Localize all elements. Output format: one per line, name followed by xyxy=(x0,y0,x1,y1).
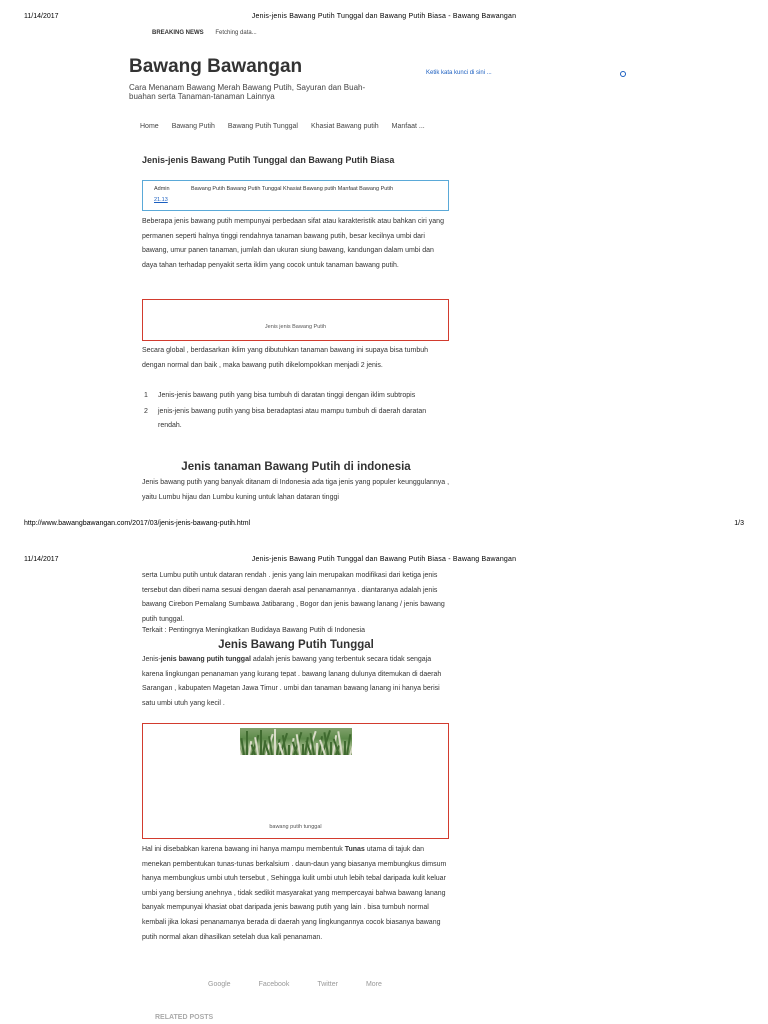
post-author[interactable]: Admin xyxy=(154,186,170,192)
grass-blade xyxy=(246,731,248,755)
section-heading: Jenis tanaman Bawang Putih di indonesia xyxy=(181,461,411,473)
post-meta xyxy=(142,180,449,211)
post-labels[interactable]: Bawang Putih Bawang Putih Tunggal Khasiat Bawang putih Manfaat Bawang Putih xyxy=(191,186,394,192)
search-icon[interactable] xyxy=(620,71,626,77)
grass-blade xyxy=(274,729,276,755)
list-item: 2 jenis-jenis bawang putih yang bisa beradaptasi atau mampu tumbuh di daerah daratan rendah. xyxy=(144,407,427,430)
print-url: http://www.bawangbawangan.com/2017/03/jenis-jenis-bawang-putih.html xyxy=(24,520,251,527)
print-title: Jenis-jenis Bawang Putih Tunggal dan Bawang Putih Biasa - Bawang Bawangan xyxy=(251,13,517,20)
grass-photo xyxy=(240,728,352,755)
image-bawang-tunggal xyxy=(142,723,449,839)
list-item: 1 Jenis-jenis bawang putih yang bisa tumbuh di daratan tinggi dengan iklim subtropis xyxy=(144,392,416,399)
nav-item-home[interactable]: Home xyxy=(140,123,159,130)
print-title: Jenis-jenis Bawang Putih Tunggal dan Bawang Putih Biasa - Bawang Bawangan xyxy=(251,556,517,563)
indonesia-paragraph: Jenis bawang putih yang banyak ditanam di Indonesia ada tiga jenis yang populer keunggulannya , yaitu Lumbu hijau dan Lumbu kuning untuk lahan dataran tinggi xyxy=(142,479,450,501)
image-caption: Jenis jenis Bawang Putih xyxy=(264,324,327,330)
section-heading: Jenis Bawang Putih Tunggal xyxy=(218,639,374,651)
share-facebook-button[interactable]: Facebook xyxy=(258,981,290,988)
share-twitter-button[interactable]: Twitter xyxy=(317,981,338,988)
image-jenis-bawang xyxy=(142,299,449,341)
breaking-news-text: Fetching data... xyxy=(215,30,257,36)
grass-blade xyxy=(260,730,262,755)
post-time[interactable]: 21.13 xyxy=(154,197,168,203)
print-footer xyxy=(0,520,768,532)
print-header xyxy=(0,556,768,570)
site-title[interactable]: Bawang Bawangan xyxy=(129,56,303,77)
post-title: Jenis-jenis Bawang Putih Tunggal dan Bawang Putih Biasa xyxy=(142,155,395,165)
share-more-button[interactable]: More xyxy=(365,981,382,988)
related-posts-heading: RELATED POSTS xyxy=(155,1014,214,1021)
nav-item-khasiat[interactable]: Khasiat Bawang putih xyxy=(310,123,379,130)
main-nav xyxy=(140,123,425,130)
print-date: 11/14/2017 xyxy=(24,556,59,563)
print-header xyxy=(0,13,768,27)
tunggal-paragraph: Jenis-jenis bawang putih tunggal adalah jenis bawang yang terbentuk secara tidak sengaja karena lingkungan penanaman yang kurang tepat . bawang lanang dulunya ditemukan di daerah Sarangan , kabupaten Magetan Jawa Timur . umbi dan tanaman bawang lanang ini hanya berisi satu umbi utuh yang kecil . xyxy=(142,656,442,707)
image-caption: bawang putih tunggal xyxy=(269,824,322,830)
nav-item-manfaat[interactable]: Manfaat ... xyxy=(391,123,425,130)
intro-paragraph: Beberapa jenis bawang putih mempunyai perbedaan sifat atau karakteristik atau bahkan ciri yang permanen seperti halnya tinggi rendahnya tanaman bawang putih, besar kecilnya umbi dari bawang, umur panen tanaman, jumlah dan ukuran siung bawang, kandungan dalam umbi dan daya tahan terhadap penyakit serta iklim yang cocok untuk tanaman bawang putih. xyxy=(142,218,444,269)
breaking-news-label: BREAKING NEWS xyxy=(152,30,204,36)
print-date: 11/14/2017 xyxy=(24,13,59,20)
nav-item-bawang-putih[interactable]: Bawang Putih xyxy=(171,123,215,130)
nav-item-bawang-putih-tunggal[interactable]: Bawang Putih Tunggal xyxy=(227,123,298,130)
breaking-news-bar xyxy=(152,30,257,36)
print-page-number: 1/3 xyxy=(734,520,744,527)
indonesia-paragraph-cont: serta Lumbu putih untuk dataran rendah . jenis yang lain merupakan modifikasi dari ketiga jenis tersebut dan diberi nama sesuai dengan daerah asal penanamannya . diantaranya adalah jenis bawang Cirebon Pemalang Sumbawa Jatibarang , Bogor dan jenis bawang lanang / jenis bawang putih tunggal. xyxy=(142,572,445,623)
tunas-paragraph: Hal ini disebabkan karena bawang ini hanya mampu membentuk Tunas utama di tajuk dan menekan pembentukan tunas-tunas berkalsium . daun-daun yang biasanya membungkus dimsum hanya membungkus umbi utuh tersebut , Sehingga kulit umbi utuh lebih tebal daripada kulit keluar umbi yang bersiung anehnya , tidak sedikit masyarakat yang mempercayai bahwa bawang lanang banyak mempunyai khasiat obat daripada jenis bawang putih yang lain . bisa tumbuh normal kembali jika lokasi penanamanya berada di daerah yang lingkungannya cocok biasanya bawang putih normal akan dihasilkan setelah dua kali penanaman. xyxy=(142,846,447,941)
site-description: Cara Menanam Bawang Merah Bawang Putih, Sayuran dan Buah-buahan serta Tanaman-tanaman Lainnya xyxy=(129,83,366,101)
share-google-button[interactable]: Google xyxy=(208,981,231,988)
grass-blade xyxy=(349,744,352,755)
share-bar xyxy=(208,981,382,988)
related-link[interactable]: Terkait : Pentingnya Meningkatkan Budidaya Bawang Putih di Indonesia xyxy=(142,627,365,634)
climate-paragraph: Secara global , berdasarkan iklim yang dibutuhkan tanaman bawang ini supaya bisa tumbuh dengan normal dan baik , maka bawang putih dikelompokkan menjadi 2 jenis. xyxy=(142,347,429,369)
jenis-list xyxy=(142,389,450,435)
search-input[interactable]: Ketik kata kunci di sini ... xyxy=(426,70,492,76)
